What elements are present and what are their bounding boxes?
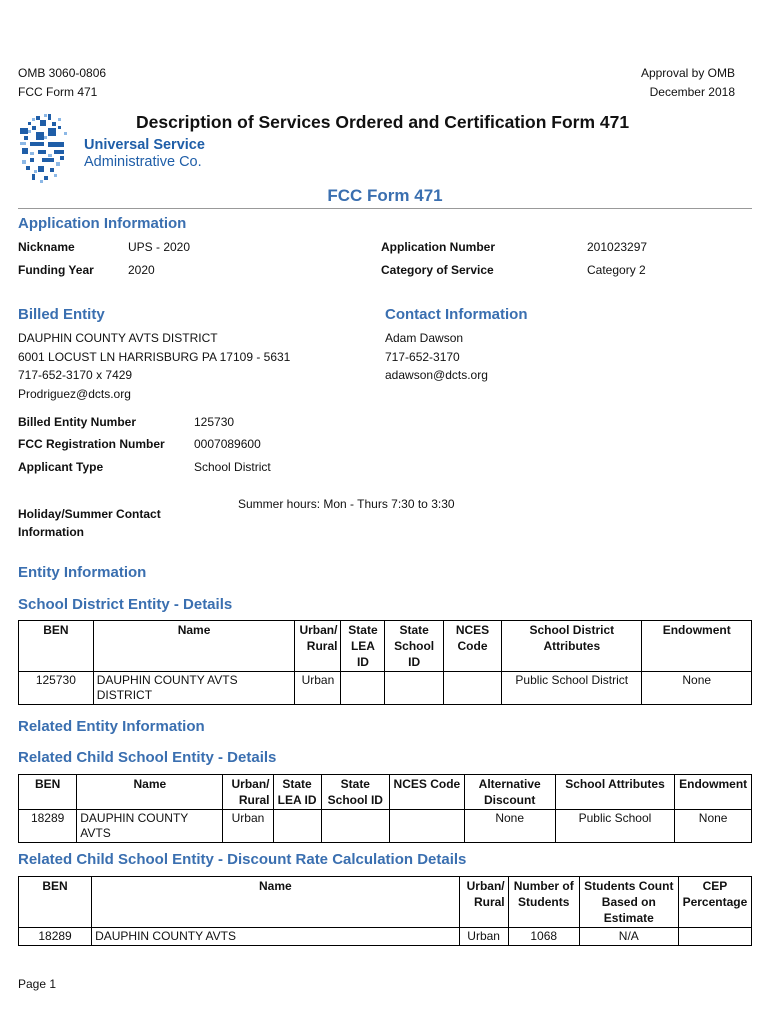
col-name: Name bbox=[92, 877, 460, 928]
cell-state-school-id bbox=[385, 672, 443, 705]
table-row bbox=[19, 810, 752, 843]
omb-number: OMB 3060-0806 bbox=[18, 66, 107, 80]
discount-rate-table bbox=[18, 876, 752, 946]
cell-count-based-on-estimate: N/A bbox=[579, 928, 678, 946]
approval-date: December 2018 bbox=[649, 85, 735, 99]
form-number: FCC Form 471 bbox=[18, 85, 98, 99]
cell-nces-code bbox=[390, 810, 465, 843]
col-district-attributes: School District Attributes bbox=[502, 621, 642, 672]
col-ben: BEN bbox=[19, 877, 92, 928]
document-title: Description of Services Ordered and Certification Form 471 bbox=[136, 112, 630, 132]
col-state-lea-id: State LEA ID bbox=[273, 775, 321, 810]
holiday-label-line-1: Holiday/Summer Contact bbox=[18, 507, 161, 521]
nickname-label: Nickname bbox=[18, 240, 75, 254]
col-urban-rural: Urban/ Rural bbox=[223, 775, 273, 810]
cell-name: DAUPHIN COUNTY AVTS bbox=[92, 928, 460, 946]
application-number-label: Application Number bbox=[381, 240, 496, 254]
billed-entity-heading: Billed Entity bbox=[18, 306, 105, 323]
cell-state-school-id bbox=[321, 810, 389, 843]
col-state-school-id: State School ID bbox=[321, 775, 389, 810]
discount-details-heading: Related Child School Entity - Discount Rate Calculation Details bbox=[18, 851, 467, 868]
col-name: Name bbox=[77, 775, 223, 810]
col-ben: BEN bbox=[19, 775, 77, 810]
cell-district-attributes: Public School District bbox=[502, 672, 642, 705]
category-label: Category of Service bbox=[381, 263, 494, 277]
funding-year-label: Funding Year bbox=[18, 263, 94, 277]
cell-state-lea-id bbox=[341, 672, 385, 705]
cell-urban-rural: Urban bbox=[295, 672, 341, 705]
category-value: Category 2 bbox=[587, 263, 646, 277]
cell-name: DAUPHIN COUNTY AVTS bbox=[77, 810, 223, 843]
header-right bbox=[641, 64, 735, 102]
approval-label: Approval by OMB bbox=[640, 66, 735, 80]
cell-alternative-discount: None bbox=[464, 810, 555, 843]
col-name: Name bbox=[93, 621, 295, 672]
billed-entity-address-block bbox=[18, 329, 290, 403]
child-details-heading: Related Child School Entity - Details bbox=[18, 749, 277, 766]
application-info-heading: Application Information bbox=[18, 215, 187, 232]
cell-cep-percentage bbox=[678, 928, 751, 946]
form-title: FCC Form 471 bbox=[327, 186, 443, 205]
billed-entity-email: Prodriguez@dcts.org bbox=[18, 386, 131, 401]
application-number-value: 201023297 bbox=[587, 240, 648, 254]
district-entity-table bbox=[18, 620, 752, 705]
col-ben: BEN bbox=[19, 621, 94, 672]
col-nces-code: NCES Code bbox=[443, 621, 501, 672]
logo-line-1: Universal Service bbox=[84, 137, 205, 153]
cell-urban-rural: Urban bbox=[459, 928, 508, 946]
billed-entity-phone: 717-652-3170 x 7429 bbox=[18, 368, 133, 382]
table-row bbox=[19, 672, 752, 705]
usac-logo-text bbox=[84, 137, 205, 171]
cell-name: DAUPHIN COUNTY AVTS DISTRICT bbox=[93, 672, 295, 705]
holiday-contact-value: Summer hours: Mon - Thurs 7:30 to 3:30 bbox=[238, 497, 455, 511]
col-count-based-on-estimate: Students Count Based on Estimate bbox=[579, 877, 678, 928]
contact-block bbox=[385, 329, 488, 385]
fcc-registration-value: 0007089600 bbox=[194, 437, 261, 451]
title-divider bbox=[18, 208, 752, 209]
holiday-label-line-2: Information bbox=[18, 525, 84, 539]
header-left bbox=[18, 64, 106, 102]
col-number-of-students: Number of Students bbox=[508, 877, 579, 928]
cell-urban-rural: Urban bbox=[223, 810, 273, 843]
usac-logo-icon bbox=[18, 112, 78, 186]
col-cep-percentage: CEP Percentage bbox=[678, 877, 751, 928]
col-endowment: Endowment bbox=[642, 621, 752, 672]
holiday-contact-label bbox=[18, 505, 161, 541]
cell-ben: 18289 bbox=[19, 810, 77, 843]
contact-phone: 717-652-3170 bbox=[385, 349, 460, 364]
table-header-row bbox=[19, 775, 752, 810]
logo-line-2: Administrative Co. bbox=[84, 154, 202, 170]
cell-ben: 125730 bbox=[19, 672, 94, 705]
fcc-registration-label: FCC Registration Number bbox=[18, 437, 165, 451]
col-nces-code: NCES Code bbox=[390, 775, 465, 810]
col-urban-rural: Urban/ Rural bbox=[295, 621, 341, 672]
cell-ben: 18289 bbox=[19, 928, 92, 946]
col-urban-rural: Urban/ Rural bbox=[459, 877, 508, 928]
applicant-type-label: Applicant Type bbox=[18, 460, 104, 474]
cell-school-attributes: Public School bbox=[555, 810, 675, 843]
cell-state-lea-id bbox=[273, 810, 321, 843]
table-header-row bbox=[19, 877, 752, 928]
cell-endowment: None bbox=[642, 672, 752, 705]
district-details-heading: School District Entity - Details bbox=[18, 596, 233, 613]
col-school-attributes: School Attributes bbox=[555, 775, 675, 810]
col-alternative-discount: Alternative Discount bbox=[464, 775, 555, 810]
col-endowment: Endowment bbox=[675, 775, 752, 810]
col-state-school-id: State School ID bbox=[385, 621, 443, 672]
child-entity-table bbox=[18, 774, 752, 843]
funding-year-value: 2020 bbox=[128, 263, 155, 277]
table-header-row bbox=[19, 621, 752, 672]
table-row bbox=[19, 928, 752, 946]
related-entity-heading: Related Entity Information bbox=[18, 718, 205, 735]
ben-value: 125730 bbox=[194, 415, 235, 429]
entity-info-heading: Entity Information bbox=[18, 564, 147, 581]
cell-number-of-students: 1068 bbox=[508, 928, 579, 946]
billed-entity-name: DAUPHIN COUNTY AVTS DISTRICT bbox=[18, 331, 218, 345]
nickname-value: UPS - 2020 bbox=[128, 240, 191, 254]
cell-nces-code bbox=[443, 672, 501, 705]
contact-email: adawson@dcts.org bbox=[385, 368, 488, 382]
billed-entity-address: 6001 LOCUST LN HARRISBURG PA 17109 - 5631 bbox=[18, 349, 291, 364]
contact-name: Adam Dawson bbox=[385, 331, 464, 345]
col-state-lea-id: State LEA ID bbox=[341, 621, 385, 672]
applicant-type-value: School District bbox=[194, 460, 271, 474]
cell-endowment: None bbox=[675, 810, 752, 843]
ben-label: Billed Entity Number bbox=[18, 415, 137, 429]
page-number: Page 1 bbox=[18, 977, 57, 991]
contact-info-heading: Contact Information bbox=[385, 306, 528, 323]
